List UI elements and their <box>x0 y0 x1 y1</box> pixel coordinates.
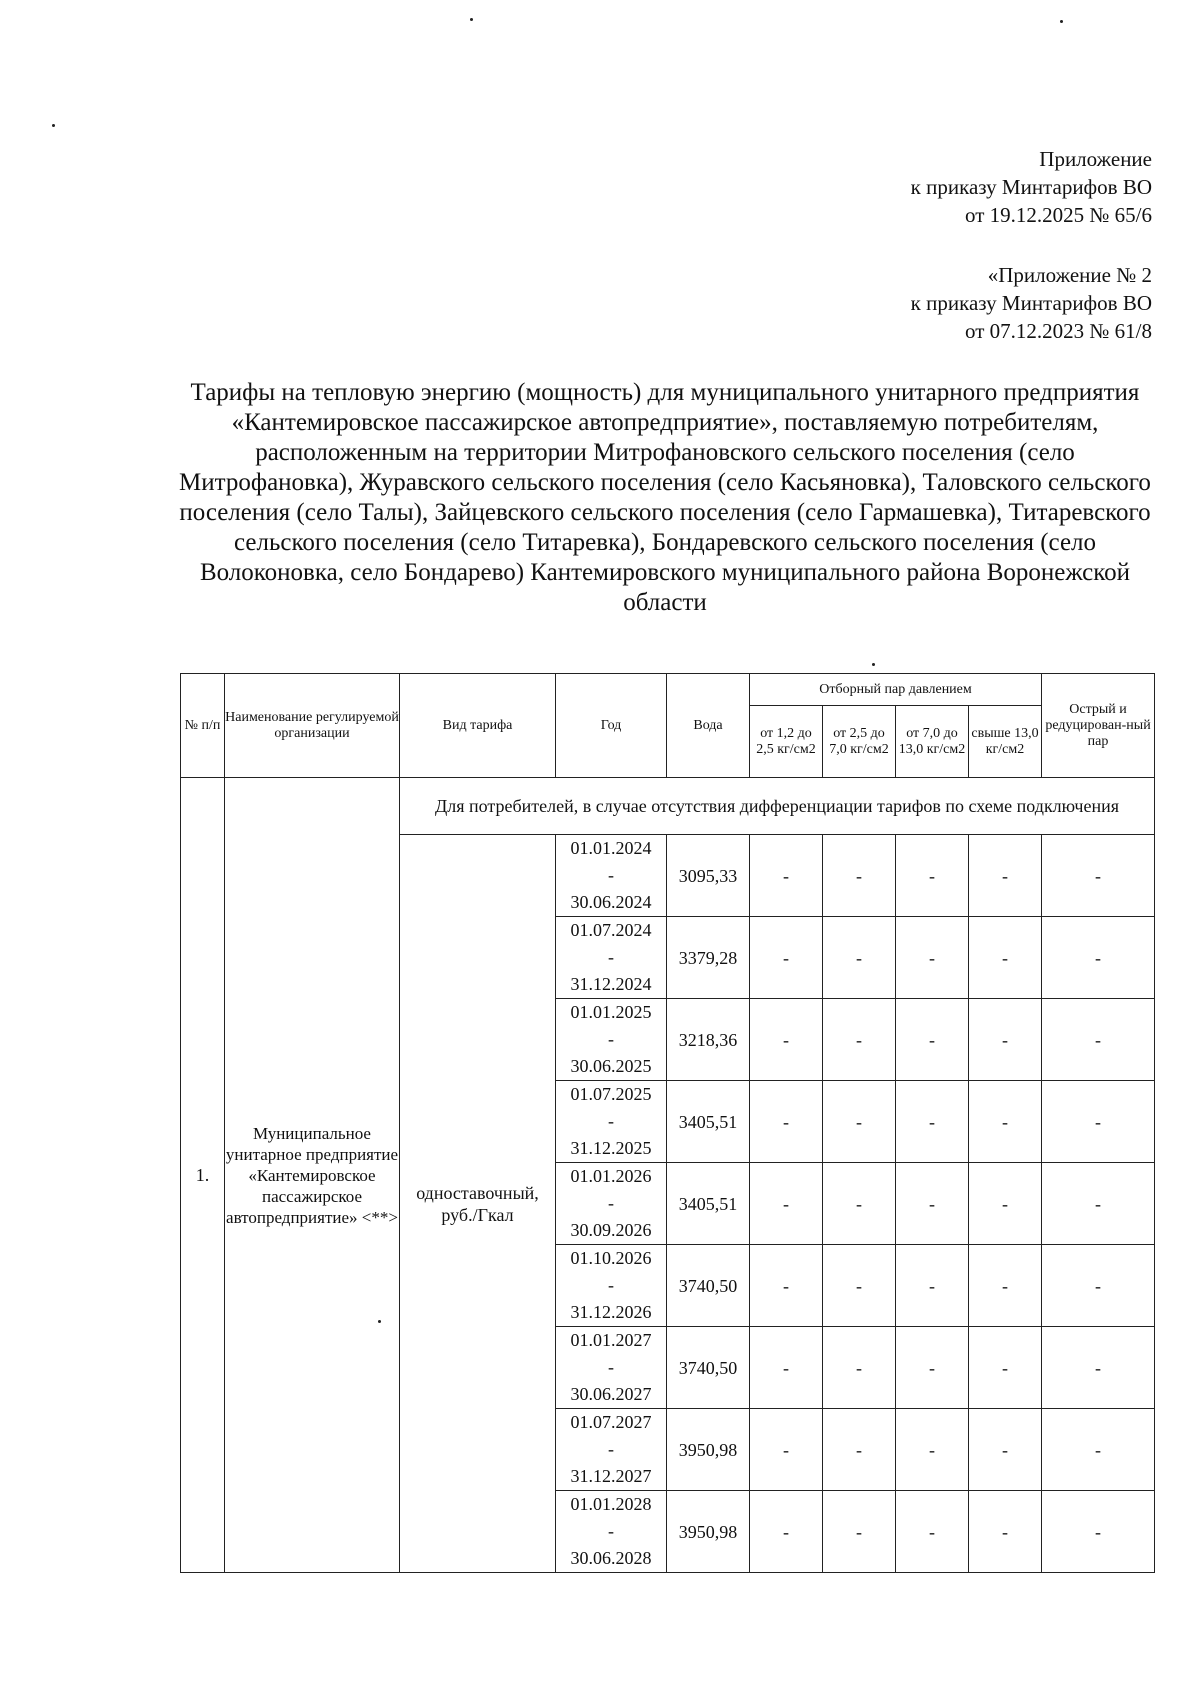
empty-value-cell: - <box>896 1245 969 1327</box>
water-tariff-cell: 3740,50 <box>667 1327 750 1409</box>
empty-value-cell: - <box>750 1163 823 1245</box>
water-tariff-cell: 3950,98 <box>667 1409 750 1491</box>
header-year: Год <box>556 674 667 778</box>
water-tariff-cell: 3218,36 <box>667 999 750 1081</box>
empty-value-cell: - <box>896 917 969 999</box>
empty-value-cell: - <box>896 835 969 917</box>
empty-value-cell: - <box>750 835 823 917</box>
section-label: Для потребителей, в случае отсутствия дифференциации тарифов по схеме подключения <box>400 778 1155 835</box>
period-cell: 01.01.2028 - 30.06.2028 <box>556 1491 667 1573</box>
row-number: 1. <box>181 778 225 1573</box>
empty-value-cell: - <box>750 917 823 999</box>
header-sharp-steam: Острый и редуцирован-ный пар <box>1042 674 1155 778</box>
header-tariff-type: Вид тарифа <box>400 674 556 778</box>
period-cell: 01.01.2025 - 30.06.2025 <box>556 999 667 1081</box>
empty-value-cell: - <box>969 917 1042 999</box>
empty-value-cell: - <box>1042 1245 1155 1327</box>
period-cell: 01.07.2025 - 31.12.2025 <box>556 1081 667 1163</box>
appendix-line: «Приложение № 2 <box>987 263 1152 287</box>
empty-value-cell: - <box>750 1409 823 1491</box>
empty-value-cell: - <box>750 1081 823 1163</box>
appendix-line: Приложение <box>1039 147 1152 171</box>
empty-value-cell: - <box>896 1163 969 1245</box>
water-tariff-cell: 3095,33 <box>667 835 750 917</box>
tariff-type-cell: одноставочный, руб./Гкал <box>400 835 556 1573</box>
empty-value-cell: - <box>1042 835 1155 917</box>
empty-value-cell: - <box>969 1409 1042 1491</box>
empty-value-cell: - <box>896 1327 969 1409</box>
empty-value-cell: - <box>823 1163 896 1245</box>
empty-value-cell: - <box>823 1409 896 1491</box>
appendix-header <box>911 145 1152 229</box>
header-org: Наименование регулируемой организации <box>225 674 400 778</box>
water-tariff-cell: 3740,50 <box>667 1245 750 1327</box>
empty-value-cell: - <box>896 1081 969 1163</box>
header-steam-3: от 7,0 до 13,0 кг/см2 <box>896 706 969 778</box>
tariff-table <box>180 673 1155 1573</box>
empty-value-cell: - <box>1042 1491 1155 1573</box>
appendix-line: от 07.12.2023 № 61/8 <box>964 319 1152 343</box>
empty-value-cell: - <box>823 1327 896 1409</box>
empty-value-cell: - <box>1042 1163 1155 1245</box>
header-steam-2: от 2,5 до 7,0 кг/см2 <box>823 706 896 778</box>
empty-value-cell: - <box>1042 999 1155 1081</box>
appendix-line: к приказу Минтарифов ВО <box>910 291 1152 315</box>
empty-value-cell: - <box>969 835 1042 917</box>
empty-value-cell: - <box>1042 1409 1155 1491</box>
empty-value-cell: - <box>969 1491 1042 1573</box>
empty-value-cell: - <box>823 999 896 1081</box>
empty-value-cell: - <box>969 1163 1042 1245</box>
empty-value-cell: - <box>1042 1081 1155 1163</box>
empty-value-cell: - <box>969 1327 1042 1409</box>
water-tariff-cell: 3405,51 <box>667 1163 750 1245</box>
empty-value-cell: - <box>823 917 896 999</box>
water-tariff-cell: 3950,98 <box>667 1491 750 1573</box>
empty-value-cell: - <box>896 1491 969 1573</box>
water-tariff-cell: 3405,51 <box>667 1081 750 1163</box>
organization-name: Муниципальное унитарное предприятие «Кантемировское пассажирское автопредприятие» <**> <box>225 778 400 1573</box>
empty-value-cell: - <box>823 1491 896 1573</box>
period-cell: 01.01.2027 - 30.06.2027 <box>556 1327 667 1409</box>
empty-value-cell: - <box>823 1245 896 1327</box>
appendix-line: от 19.12.2025 № 65/6 <box>964 203 1152 227</box>
header-water: Вода <box>667 674 750 778</box>
empty-value-cell: - <box>969 1081 1042 1163</box>
period-cell: 01.07.2024 - 31.12.2024 <box>556 917 667 999</box>
empty-value-cell: - <box>896 1409 969 1491</box>
period-cell: 01.01.2026 - 30.09.2026 <box>556 1163 667 1245</box>
document-title: Тарифы на тепловую энергию (мощность) для муниципального унитарного предприятия «Кантемировское пассажирское автопредприятие», поставляемую потребителям, расположенным на территории Митрофановского сельского поселения (село Митрофановка), Журавского сельского поселения (село Касьяновка), Таловского сельского поселения (село Талы), Зайцевского сельского поселения (село Гармашевка), Титаревского сельского поселения (село Титаревка), Бондаревского сельского поселения (село Волоконовка, село Бондарево) Кантемировского муниципального района Воронежской области <box>179 379 1151 616</box>
empty-value-cell: - <box>750 1245 823 1327</box>
empty-value-cell: - <box>969 1245 1042 1327</box>
period-cell: 01.07.2027 - 31.12.2027 <box>556 1409 667 1491</box>
water-tariff-cell: 3379,28 <box>667 917 750 999</box>
period-cell: 01.01.2024 - 30.06.2024 <box>556 835 667 917</box>
header-steam-4: свыше 13,0 кг/см2 <box>969 706 1042 778</box>
period-cell: 01.10.2026 - 31.12.2026 <box>556 1245 667 1327</box>
empty-value-cell: - <box>750 1327 823 1409</box>
header-num: № п/п <box>181 674 225 778</box>
empty-value-cell: - <box>823 1081 896 1163</box>
empty-value-cell: - <box>823 835 896 917</box>
empty-value-cell: - <box>969 999 1042 1081</box>
header-steam-1: от 1,2 до 2,5 кг/см2 <box>750 706 823 778</box>
empty-value-cell: - <box>750 999 823 1081</box>
empty-value-cell: - <box>750 1491 823 1573</box>
empty-value-cell: - <box>1042 1327 1155 1409</box>
empty-value-cell: - <box>1042 917 1155 999</box>
appendix-line: к приказу Минтарифов ВО <box>910 175 1152 199</box>
appendix-reference <box>911 261 1152 345</box>
empty-value-cell: - <box>896 999 969 1081</box>
header-steam-group: Отборный пар давлением <box>750 674 1042 706</box>
